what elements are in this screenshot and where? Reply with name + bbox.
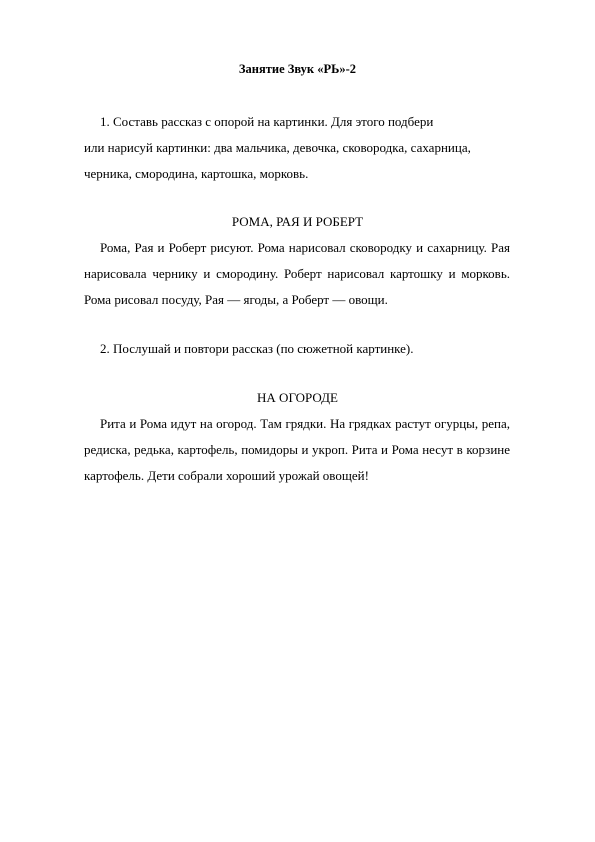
task2-line: 2. Послушай и повтори рассказ (по сюжетной картинке).: [100, 341, 414, 356]
document-title: Занятие Звук «РЬ»-2: [238, 62, 357, 76]
story2-line-1: Рита и Рома идут на огород. Там грядки. На грядках растут огурцы, репа,: [100, 416, 510, 431]
task1-line-1: 1. Составь рассказ с опорой на картинки. Для этого подбери: [100, 114, 434, 129]
task1-line-3: черника, смородина, картошка, морковь.: [84, 166, 309, 181]
story2-line-2: редиска, редька, картофель, помидоры и укроп. Рита и Рома несут в корзине: [84, 442, 510, 457]
task1-line-2: или нарисуй картинки: два мальчика, девочка, сковородка, сахарница,: [84, 140, 471, 155]
story1-line-2: нарисовала чернику и смородину. Роберт нарисовал картошку и морковь.: [84, 266, 510, 281]
story1-heading: РОМА, РАЯ И РОБЕРТ: [231, 214, 364, 229]
story2-line-3: картофель. Дети собрали хороший урожай овощей!: [84, 468, 369, 483]
story2-heading: НА ОГОРОДЕ: [257, 390, 338, 405]
story1-line-1: Рома, Рая и Роберт рисуют. Рома нарисовал сковородку и сахарницу. Рая: [100, 240, 510, 255]
story1-line-3: Рома рисовал посуду, Рая — ягоды, а Роберт — овощи.: [84, 292, 388, 307]
